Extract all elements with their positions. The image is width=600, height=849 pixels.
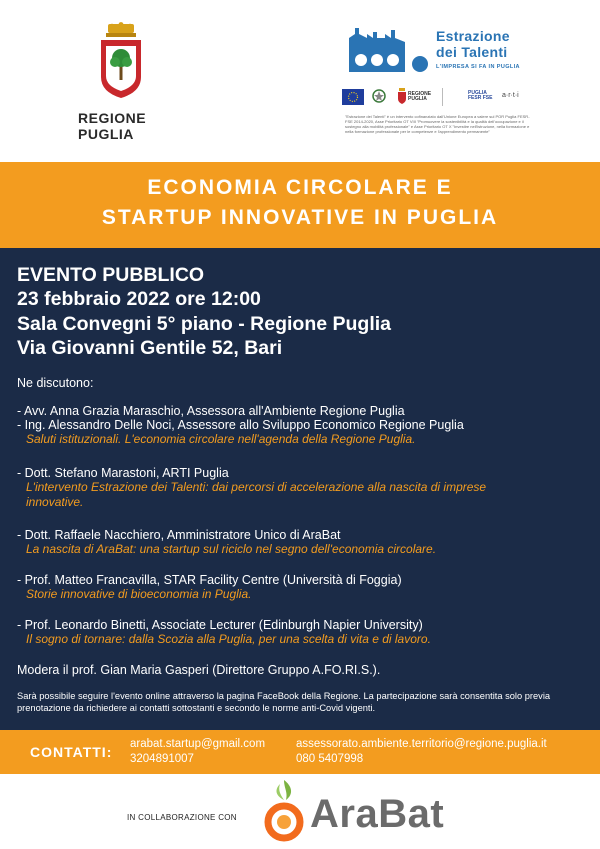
speaker-nacchiero: - Dott. Raffaele Nacchiero, Amministratore Unico di AraBat: [17, 528, 341, 542]
talk-estrazione-talenti-line2: innovative.: [26, 495, 84, 509]
speaker-maraschio: - Avv. Anna Grazia Maraschio, Assessora all'Ambiente Regione Puglia: [17, 404, 405, 418]
arabat-brand-name: AraBat: [310, 792, 445, 836]
speaker-delle-noci: - Ing. Alessandro Delle Noci, Assessore allo Sviluppo Economico Regione Puglia: [17, 418, 464, 432]
speaker-marastoni: - Dott. Stefano Marastoni, ARTI Puglia: [17, 466, 229, 480]
region-name: REGIONE PUGLIA: [78, 110, 147, 142]
event-address: Via Giovanni Gentile 52, Bari: [17, 337, 283, 359]
eu-flag-icon: [342, 89, 364, 105]
speaker-binetti: - Prof. Leonardo Binetti, Associate Lecturer (Edinburgh Napier University): [17, 618, 423, 632]
talk-bioeconomia: Storie innovative di bioeconomia in Puglia.: [26, 587, 252, 601]
partner-logos-strip: [342, 86, 532, 110]
contact-phone-arabat[interactable]: 3204891007: [130, 753, 194, 765]
italian-emblem-icon: [372, 88, 386, 106]
speakers-intro: Ne discutono:: [17, 376, 94, 390]
event-type: EVENTO PUBBLICO: [17, 264, 205, 286]
talk-estrazione-talenti-line1: L'intervento Estrazione dei Talenti: dai percorsi di accelerazione alla nascita di imprese: [26, 480, 487, 494]
contact-phone-assessorato[interactable]: 080 5407998: [296, 753, 364, 765]
speaker-francavilla: - Prof. Matteo Francavilla, STAR Facility Centre (Università di Foggia): [17, 573, 402, 587]
talk-saluti-istituzionali: Saluti istituzionali. L'economia circolare nell'agenda della Regione Puglia.: [26, 432, 416, 446]
partner-arti-label: a·r·t·i: [502, 92, 519, 99]
regione-puglia-small-emblem-icon: [397, 88, 407, 104]
collaboration-label: IN COLLABORAZIONE CON: [127, 813, 237, 822]
participation-note: Sarà possibile seguire l'evento online attraverso la pagina FaceBook della Regione. La partecipazione sarà consentita solo previa prenotazione da richiedere ai contatti sottostanti e secondo le norme anti-Covid vigenti.: [17, 691, 551, 713]
partner-divider: [442, 88, 443, 106]
edt-title-line2: dei Talenti: [436, 44, 508, 60]
event-title-line1: ECONOMIA CIRCOLARE E: [147, 176, 453, 199]
regione-puglia-coat-of-arms: [98, 22, 144, 100]
title-band: [0, 162, 600, 248]
talk-sogno-di-tornare: Il sogno di tornare: dalla Scozia alla Puglia, per una scelta di vita e di lavoro.: [26, 632, 431, 646]
contact-email-arabat[interactable]: arabat.startup@gmail.com: [130, 738, 266, 750]
event-title-line2: STARTUP INNOVATIVE IN PUGLIA: [101, 206, 499, 229]
talk-nascita-arabat: La nascita di AraBat: una startup sul riciclo nel segno dell'economia circolare.: [26, 542, 437, 556]
event-date: 23 febbraio 2022 ore 12:00: [17, 288, 261, 310]
event-venue: Sala Convegni 5° piano - Regione Puglia: [17, 313, 392, 335]
edt-title-line1: Estrazione: [436, 28, 510, 44]
partner-puglia-label: PUGLIA FESR FSE: [468, 90, 493, 101]
edt-subtitle: L'IMPRESA SI FA IN PUGLIA: [436, 64, 520, 70]
contact-email-assessorato[interactable]: assessorato.ambiente.territorio@regione.puglia.it: [296, 738, 547, 750]
funding-fine-print: "Estrazione dei Talenti" è un intervento cofinanziato dall'Unione Europea a valere sul POR Puglia FESR-FSE 2014-2020, Asse Prioritario OT VIII "Promuovere la sostenibilità e la qualità dell'occupazione e il sostegno alla mobilità professionale" e Asse Prioritario OT X "Investire nell'istruzione, nella formazione e nella formazione professionale per le competenze e l'apprendimento permanente": [345, 114, 530, 134]
moderator: Modera il prof. Gian Maria Gasperi (Direttore Gruppo A.FO.RI.S.).: [17, 663, 381, 677]
arabat-logo-icon: [264, 778, 304, 844]
contacts-label: CONTATTI:: [30, 744, 113, 760]
partner-regione-label: REGIONE PUGLIA: [408, 91, 432, 102]
